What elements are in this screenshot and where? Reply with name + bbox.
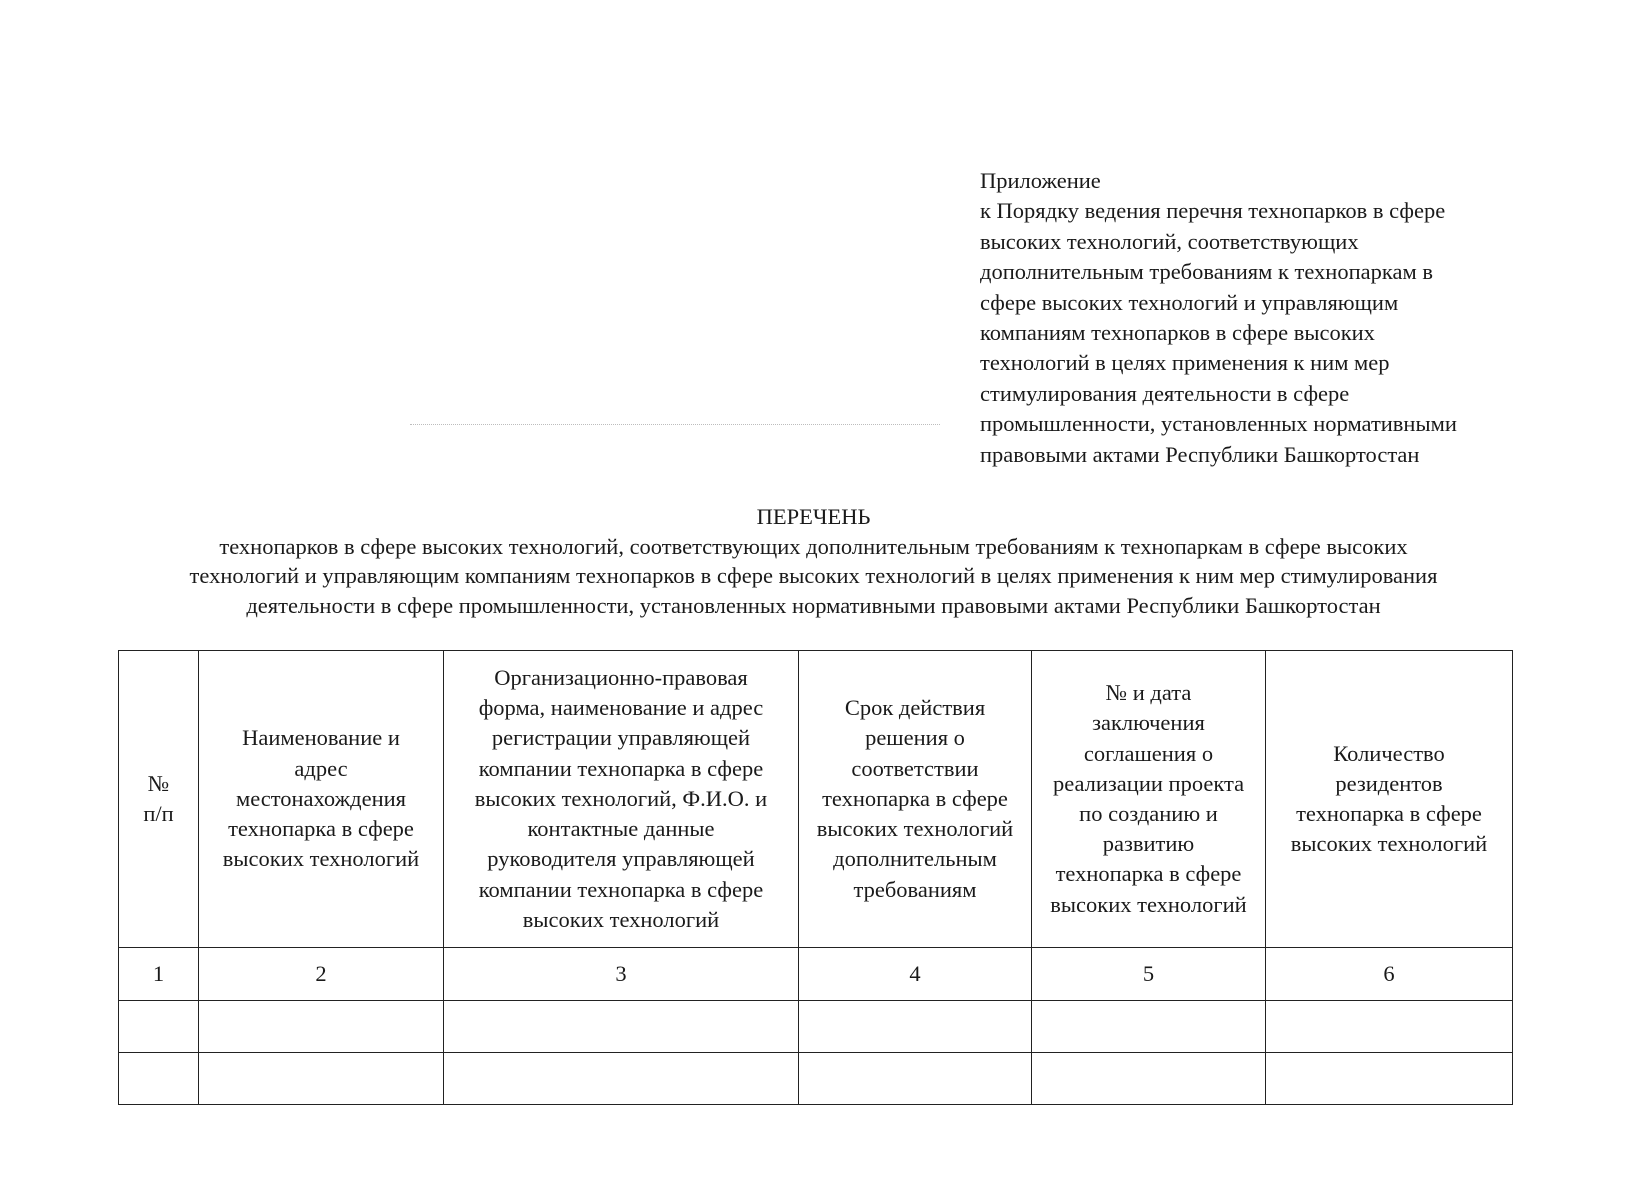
appendix-line: технологий в целях применения к ним мер bbox=[980, 350, 1390, 376]
technopark-registry-table bbox=[118, 650, 1513, 1105]
column-number: 5 bbox=[1032, 948, 1266, 1001]
appendix-line: сфере высоких технологий и управляющим bbox=[980, 289, 1399, 315]
column-number: 1 bbox=[119, 948, 199, 1001]
document-subtitle-line: технологий и управляющим компаниям технопарков в сфере высоких технологий в целях применения к ним мер стимулирования bbox=[189, 563, 1438, 588]
appendix-line: правовыми актами Республики Башкортостан bbox=[980, 441, 1420, 467]
table-cell bbox=[1032, 1001, 1266, 1053]
column-header-name-address: Наименование и адрес местонахождения технопарка в сфере высоких технологий bbox=[199, 651, 444, 948]
scan-dot-artifacts bbox=[410, 424, 940, 427]
table-cell bbox=[119, 1001, 199, 1053]
column-header-residents-count: Количество резидентов технопарка в сфере высоких технологий bbox=[1266, 651, 1513, 948]
table-cell bbox=[444, 1001, 799, 1053]
column-number: 3 bbox=[444, 948, 799, 1001]
table-cell bbox=[799, 1001, 1032, 1053]
column-header-decision-term: Срок действия решения о соответствии технопарка в сфере высоких технологий дополнительным требованиям bbox=[799, 651, 1032, 948]
document-heading bbox=[0, 502, 1627, 620]
document-subtitle-line: технопарков в сфере высоких технологий, соответствующих дополнительным требованиям к технопаркам в сфере высоких bbox=[219, 533, 1408, 559]
appendix-note bbox=[980, 166, 1540, 470]
column-header-agreement: № и дата заключения соглашения о реализации проекта по созданию и развитию технопарка в сфере высоких технологий bbox=[1032, 651, 1266, 948]
table-cell bbox=[199, 1053, 444, 1105]
table-row bbox=[119, 1001, 1513, 1053]
document-subtitle-line: деятельности в сфере промышленности, установленных нормативными правовыми актами Республики Башкортостан bbox=[246, 592, 1381, 618]
column-number-row bbox=[119, 948, 1513, 1001]
column-header-management-company: Организационно-правовая форма, наименование и адрес регистрации управляющей компании технопарка в сфере высоких технологий, Ф.И.О. и контактные данные руководителя управляющей компании технопарка в сфере высоких технологий bbox=[444, 651, 799, 948]
column-header-number: № п/п bbox=[119, 651, 199, 948]
table-cell bbox=[199, 1001, 444, 1053]
table-cell bbox=[119, 1053, 199, 1105]
table-cell bbox=[799, 1053, 1032, 1105]
table-cell bbox=[1266, 1001, 1513, 1053]
appendix-line: высоких технологий, соответствующих bbox=[980, 228, 1359, 254]
column-number: 6 bbox=[1266, 948, 1513, 1001]
column-number: 4 bbox=[799, 948, 1032, 1001]
appendix-line: компаниям технопарков в сфере высоких bbox=[980, 320, 1375, 346]
table-header-row bbox=[119, 651, 1513, 948]
appendix-line: Приложение bbox=[980, 168, 1101, 193]
appendix-line: стимулирования деятельности в сфере bbox=[980, 380, 1350, 406]
appendix-line: дополнительным требованиям к технопаркам в bbox=[980, 259, 1433, 285]
table-cell bbox=[1032, 1053, 1266, 1105]
column-number: 2 bbox=[199, 948, 444, 1001]
table-cell bbox=[444, 1053, 799, 1105]
document-title: ПЕРЕЧЕНЬ bbox=[756, 504, 871, 529]
table-cell bbox=[1266, 1053, 1513, 1105]
table-row bbox=[119, 1053, 1513, 1105]
appendix-line: к Порядку ведения перечня технопарков в сфере bbox=[980, 198, 1446, 224]
appendix-line: промышленности, установленных нормативными bbox=[980, 411, 1457, 437]
